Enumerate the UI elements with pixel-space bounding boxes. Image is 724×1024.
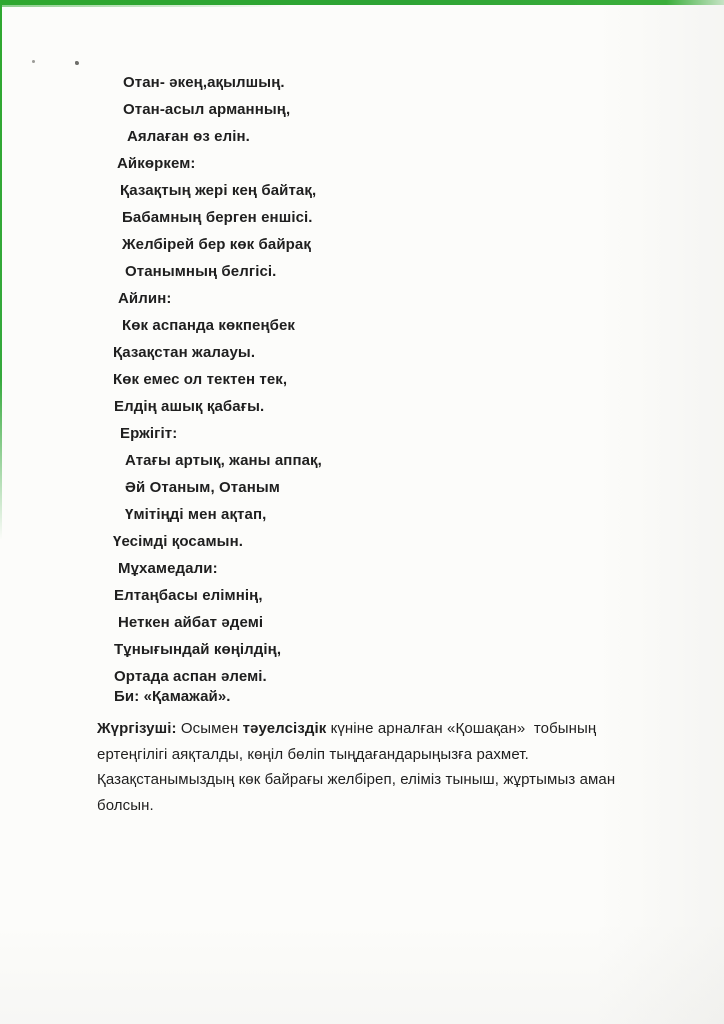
verse-line: Көк аспанда көкпеңбек [122,317,296,334]
verse-line: Бабамның берген еншісі. [122,209,313,226]
verse-line: Қазақтың жері кең байтақ, [120,182,317,199]
verse-line: Көк емес ол тектен тек, [113,371,288,388]
verse-line: Би: «Қамажай». [114,688,231,705]
scan-green-edge-top [0,0,724,5]
verse-line: Аялаған өз елін. [127,128,250,145]
verse-line: Үесімді қосамын. [113,533,244,550]
closing-paragraph [97,716,663,818]
closing-bold-segment: Жүргізуші: [97,720,177,737]
verse-line: Отанымның белгісі. [125,263,277,280]
verse-line: Үмітіңді мен ақтап, [125,506,267,523]
scan-green-edge-left [0,0,2,540]
closing-bold-segment: тәуелсіздік [242,720,327,737]
closing-text-segment: Осымен [176,720,243,737]
verse-line: Желбірей бер көк байрақ [122,236,311,253]
verse-line: Тұнығындай көңілдің, [114,641,282,658]
verse-line: Елтаңбасы елімнің, [114,587,263,604]
verse-line: Атағы артық, жаны аппақ, [125,452,322,469]
document-body [97,70,687,818]
closing-text-segment: күніне арналған «Қошақан» тобының ертеңгілігі аяқталды, көңіл бөліп тыңдағандарыңызға рахмет. Қазақстанымыздың көк байрағы желбіреп, еліміз тыныш, жұртымыз аман болсын. [97,720,620,814]
scan-speck [32,60,35,63]
verse-line: Отан-асыл арманның, [123,101,291,118]
scan-speck [75,61,79,65]
verse-line: Отан- әкең,ақылшың. [123,74,285,91]
verse-line: Неткен айбат әдемі [118,614,264,631]
speaker-label: Айлин: [118,290,172,307]
speaker-label: Ержігіт: [120,425,178,442]
verse-line: Қазақстан жалауы. [113,344,256,361]
verse-line: Әй Отаным, Отаным [125,479,280,496]
verse-line: Ортада аспан әлемі. [114,668,267,685]
verse-line: Елдің ашық қабағы. [114,398,265,415]
speaker-label: Мұхамедали: [118,560,218,577]
speaker-label: Айкөркем: [117,155,196,172]
